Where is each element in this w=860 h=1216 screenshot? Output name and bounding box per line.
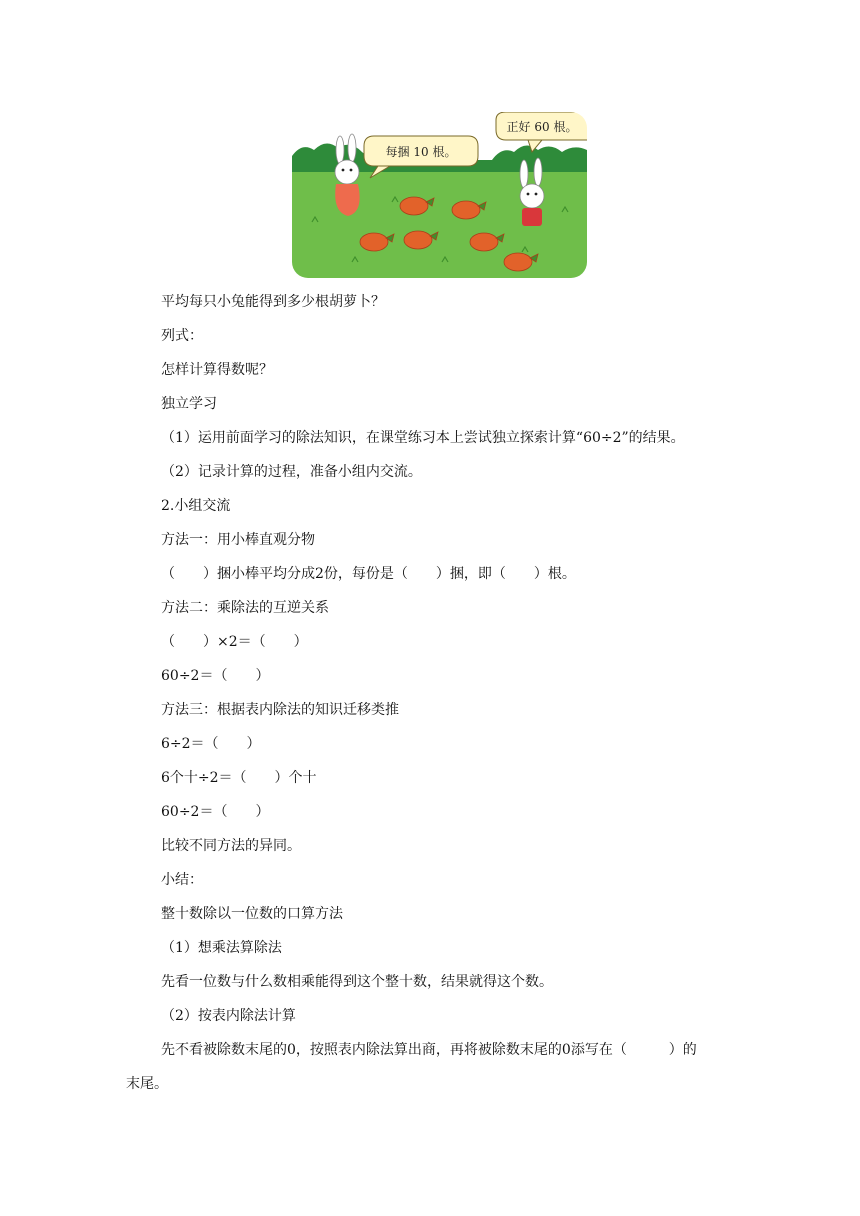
summary-point-1: （1）想乘法算除法 <box>161 940 282 956</box>
bubble-left-text: 每捆 10 根。 <box>385 145 457 159</box>
question-text: 平均每只小兔能得到多少根胡萝卜？ <box>161 294 385 310</box>
method-3-equation-1: 6÷2＝（ ） <box>161 736 261 752</box>
bubble-right-text: 正好 60 根。 <box>506 120 578 134</box>
rabbits-carrots-illustration <box>292 112 587 278</box>
method-3-equation-3: 60÷2＝（ ） <box>161 804 270 820</box>
summary-label: 小结： <box>161 872 203 888</box>
compare-text: 比较不同方法的异同。 <box>161 838 301 854</box>
method-1-text: （ ）捆小棒平均分成2份，每份是（ ）捆，即（ ）根。 <box>161 566 576 582</box>
step-2-text: （2）记录计算的过程，准备小组内交流。 <box>161 464 422 480</box>
step-1-text: （1）运用前面学习的除法知识，在课堂练习本上尝试独立探索计算“60÷2”的结果。 <box>161 430 685 446</box>
method-3-heading: 方法三：根据表内除法的知识迁移类推 <box>161 702 399 718</box>
method-3-equation-2: 6个十÷2＝（ ）个十 <box>161 770 317 786</box>
method-1-heading: 方法一：用小棒直观分物 <box>161 532 315 548</box>
summary-heading: 整十数除以一位数的口算方法 <box>161 906 343 922</box>
section-heading: 独立学习 <box>161 396 217 412</box>
summary-point-2: （2）按表内除法计算 <box>161 1008 296 1024</box>
summary-point-1-text: 先看一位数与什么数相乘能得到这个整十数，结果就得这个数。 <box>161 974 553 990</box>
section-heading: 2.小组交流 <box>161 498 231 514</box>
question-how: 怎样计算得数呢？ <box>161 362 273 378</box>
summary-point-2-text-wrap: 末尾。 <box>126 1076 168 1092</box>
method-2-equation-2: 60÷2＝（ ） <box>161 668 270 684</box>
formula-label: 列式： <box>161 328 203 344</box>
method-2-equation-1: （ ）×2＝（ ） <box>161 634 308 650</box>
summary-point-2-text: 先不看被除数末尾的0，按照表内除法算出商，再将被除数末尾的0添写在（ ）的 <box>161 1042 697 1058</box>
method-2-heading: 方法二：乘除法的互逆关系 <box>161 600 329 616</box>
